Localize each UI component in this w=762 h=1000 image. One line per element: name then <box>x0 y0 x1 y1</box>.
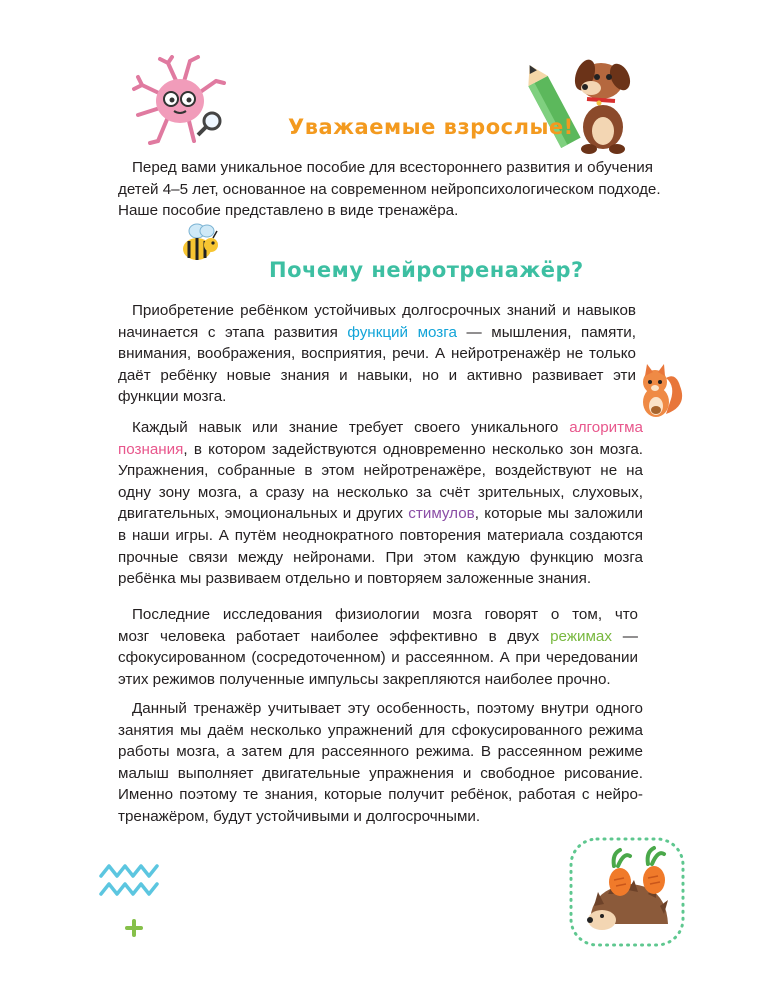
text-line: в наши игры. А путём неоднократного повторения материала создаются <box>118 526 643 544</box>
text-line: функции мозга. <box>118 388 227 406</box>
text-line: тренажёром, будут устойчивыми и долгосрочными. <box>118 807 481 825</box>
text-line: ребёнка мы развиваем отдельно и повторяем заложенные знания. <box>118 570 592 588</box>
paragraph-algorithm <box>118 417 643 590</box>
text-segment: двигательных, эмоциональных и других <box>118 505 409 523</box>
heading-why-neurotrainer: Почему нейротренажёр? <box>269 258 584 282</box>
text-line: детей 4–5 лет, основанное на современном нейропсихологическом подходе. <box>118 180 661 198</box>
text-segment: , в котором задействуются одновременно несколько зон мозга. <box>183 440 643 458</box>
text-segment: — <box>611 627 638 645</box>
text-line: Приобретение ребёнком устойчивых долгосрочных знаний и навыков <box>132 302 636 319</box>
highlight-modes: режимах <box>550 627 612 645</box>
neuron-character-icon <box>128 55 228 147</box>
text-line <box>118 439 643 461</box>
text-segment: начинается с этапа развития <box>118 323 348 341</box>
text-line <box>118 626 638 648</box>
text-line: Упражнения, собранные в этом нейротренажёре, воздействуют не на <box>118 462 643 480</box>
text-line: даёт ребёнку новые знания и навыки, но и активно развивает эти <box>118 366 636 384</box>
text-line: одну зону мозга, а сразу на несколько за счёт зрительных, слуховых, <box>118 483 643 501</box>
plus-decoration-icon <box>124 918 144 938</box>
paragraph-brain-functions <box>118 300 636 408</box>
text-line: работы мозга, а затем для рассеянного режима. В рассеянном режиме <box>118 743 643 761</box>
text-line: Перед вами уникальное пособие для всестороннего развития и обучения <box>132 159 653 176</box>
text-line: сфокусированном (сосредоточенном) и рассеянном. А при чередовании <box>118 649 638 667</box>
text-line <box>118 503 643 525</box>
text-line <box>118 322 636 344</box>
text-segment: мозг человека работает наиболее эффективно в двух <box>118 627 551 645</box>
text-line: этих режимов полученные импульсы закрепляются наиболее прочно. <box>118 670 611 688</box>
heading-dear-adults: Уважаемые взрослые! <box>288 115 574 139</box>
paragraph-brain-modes <box>118 604 638 690</box>
text-line: внимания, воображения, восприятия, речи. А нейротренажёр не только <box>118 345 636 363</box>
text-line: занятия мы даём несколько упражнений для сфокусированного режима <box>118 721 643 739</box>
highlight-brain-functions: функций мозга <box>347 323 457 341</box>
zigzag-decoration-icon <box>98 860 162 906</box>
squirrel-icon <box>636 362 686 422</box>
text-line: малыш выполняет двигательные упражнения и свободное рисование. <box>118 764 643 782</box>
bee-icon <box>177 221 221 265</box>
text-line: Данный тренажёр учитывает эту особенность, поэтому внутри одного <box>132 700 643 717</box>
text-segment: — мышления, памяти, <box>456 323 636 341</box>
highlight-stimuli: стимулов <box>408 505 475 523</box>
paragraph-intro <box>118 157 661 222</box>
dog-with-pencil-icon <box>525 55 643 155</box>
hedgehog-with-carrots-icon <box>568 836 686 948</box>
text-line: Наше пособие представлено в виде тренажёра. <box>118 202 459 220</box>
text-line: Именно поэтому те знания, которые получит ребёнок, работая с нейро- <box>118 786 643 804</box>
text-line <box>118 417 643 439</box>
highlight-cognition: познания <box>118 440 184 458</box>
text-segment: , которые мы заложили <box>474 505 643 523</box>
text-line: прочные связи между нейронами. При этом каждую функцию мозга <box>118 548 643 566</box>
highlight-algorithm: алгоритма <box>569 419 643 436</box>
text-segment: Каждый навык или знание требует своего уникального <box>132 419 570 436</box>
text-line: Последние исследования физиологии мозга говорят о том, что <box>132 606 638 623</box>
paragraph-trainer-feature <box>118 698 643 828</box>
